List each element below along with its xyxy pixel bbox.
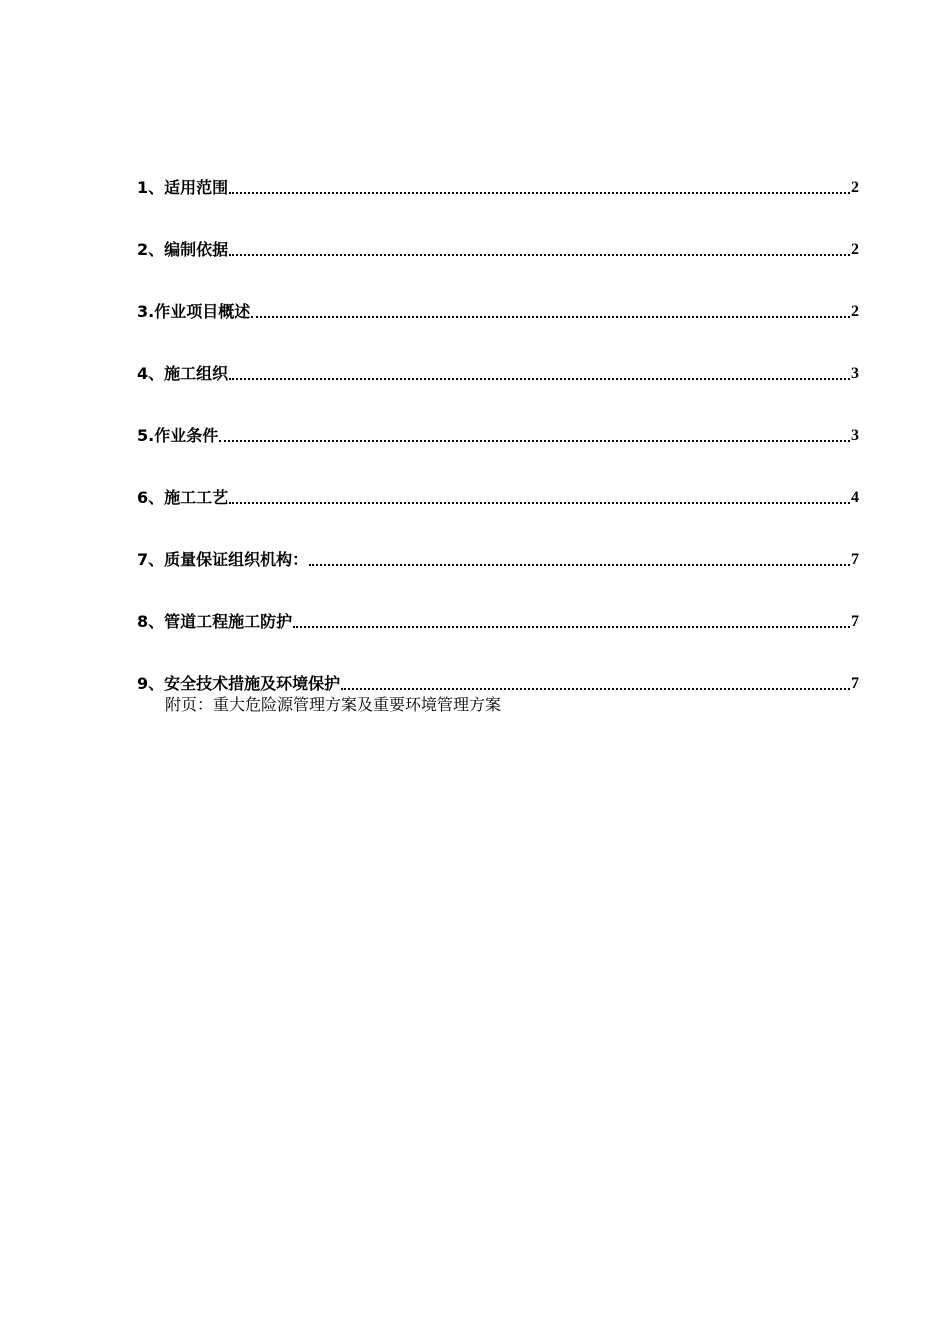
toc-entry-6[interactable] [137, 473, 859, 508]
toc-page-number: 2 [851, 179, 859, 196]
toc-dot-leader [229, 192, 850, 194]
toc-entry-title: 3.作业项目概述 [137, 302, 251, 321]
toc-dot-leader [341, 688, 850, 690]
toc-entry-4[interactable] [137, 349, 859, 384]
toc-page-number: 2 [851, 303, 859, 320]
toc-entry-1[interactable] [137, 163, 859, 198]
toc-entry-title: 7、质量保证组织机构： [137, 550, 309, 569]
toc-entry-8[interactable] [137, 597, 859, 632]
toc-entry-7[interactable] [137, 535, 859, 570]
toc-page-number: 3 [851, 427, 859, 444]
toc-entry-title: 1、适用范围 [137, 178, 229, 197]
toc-dot-leader [251, 316, 850, 318]
toc-dot-leader [293, 626, 850, 628]
toc-page-number: 2 [851, 241, 859, 258]
toc-entry-title: 8、管道工程施工防护 [137, 612, 293, 631]
toc-page-number: 7 [851, 675, 859, 692]
toc-entry-9[interactable] [137, 659, 859, 694]
toc-dot-leader [229, 378, 850, 380]
toc-dot-leader [219, 440, 850, 442]
toc-entry-title: 4、施工组织 [137, 364, 229, 383]
toc-page-number: 3 [851, 365, 859, 382]
toc-entry-title: 2、编制依据 [137, 240, 229, 259]
toc-entry-5[interactable] [137, 411, 859, 446]
toc-dot-leader [309, 564, 850, 566]
toc-entry-title: 6、施工工艺 [137, 488, 229, 507]
toc-entry-title: 9、安全技术措施及环境保护 [137, 674, 341, 693]
toc-entry-title: 5.作业条件 [137, 426, 219, 445]
toc-entry-2[interactable] [137, 225, 859, 260]
table-of-contents [137, 163, 859, 721]
toc-page-number: 7 [851, 551, 859, 568]
toc-page-number: 4 [851, 489, 859, 506]
appendix-note: 附页：重大危险源管理方案及重要环境管理方案 [165, 695, 502, 714]
toc-page-number: 7 [851, 613, 859, 630]
toc-entry-3[interactable] [137, 287, 859, 322]
toc-dot-leader [229, 254, 850, 256]
toc-dot-leader [229, 502, 850, 504]
